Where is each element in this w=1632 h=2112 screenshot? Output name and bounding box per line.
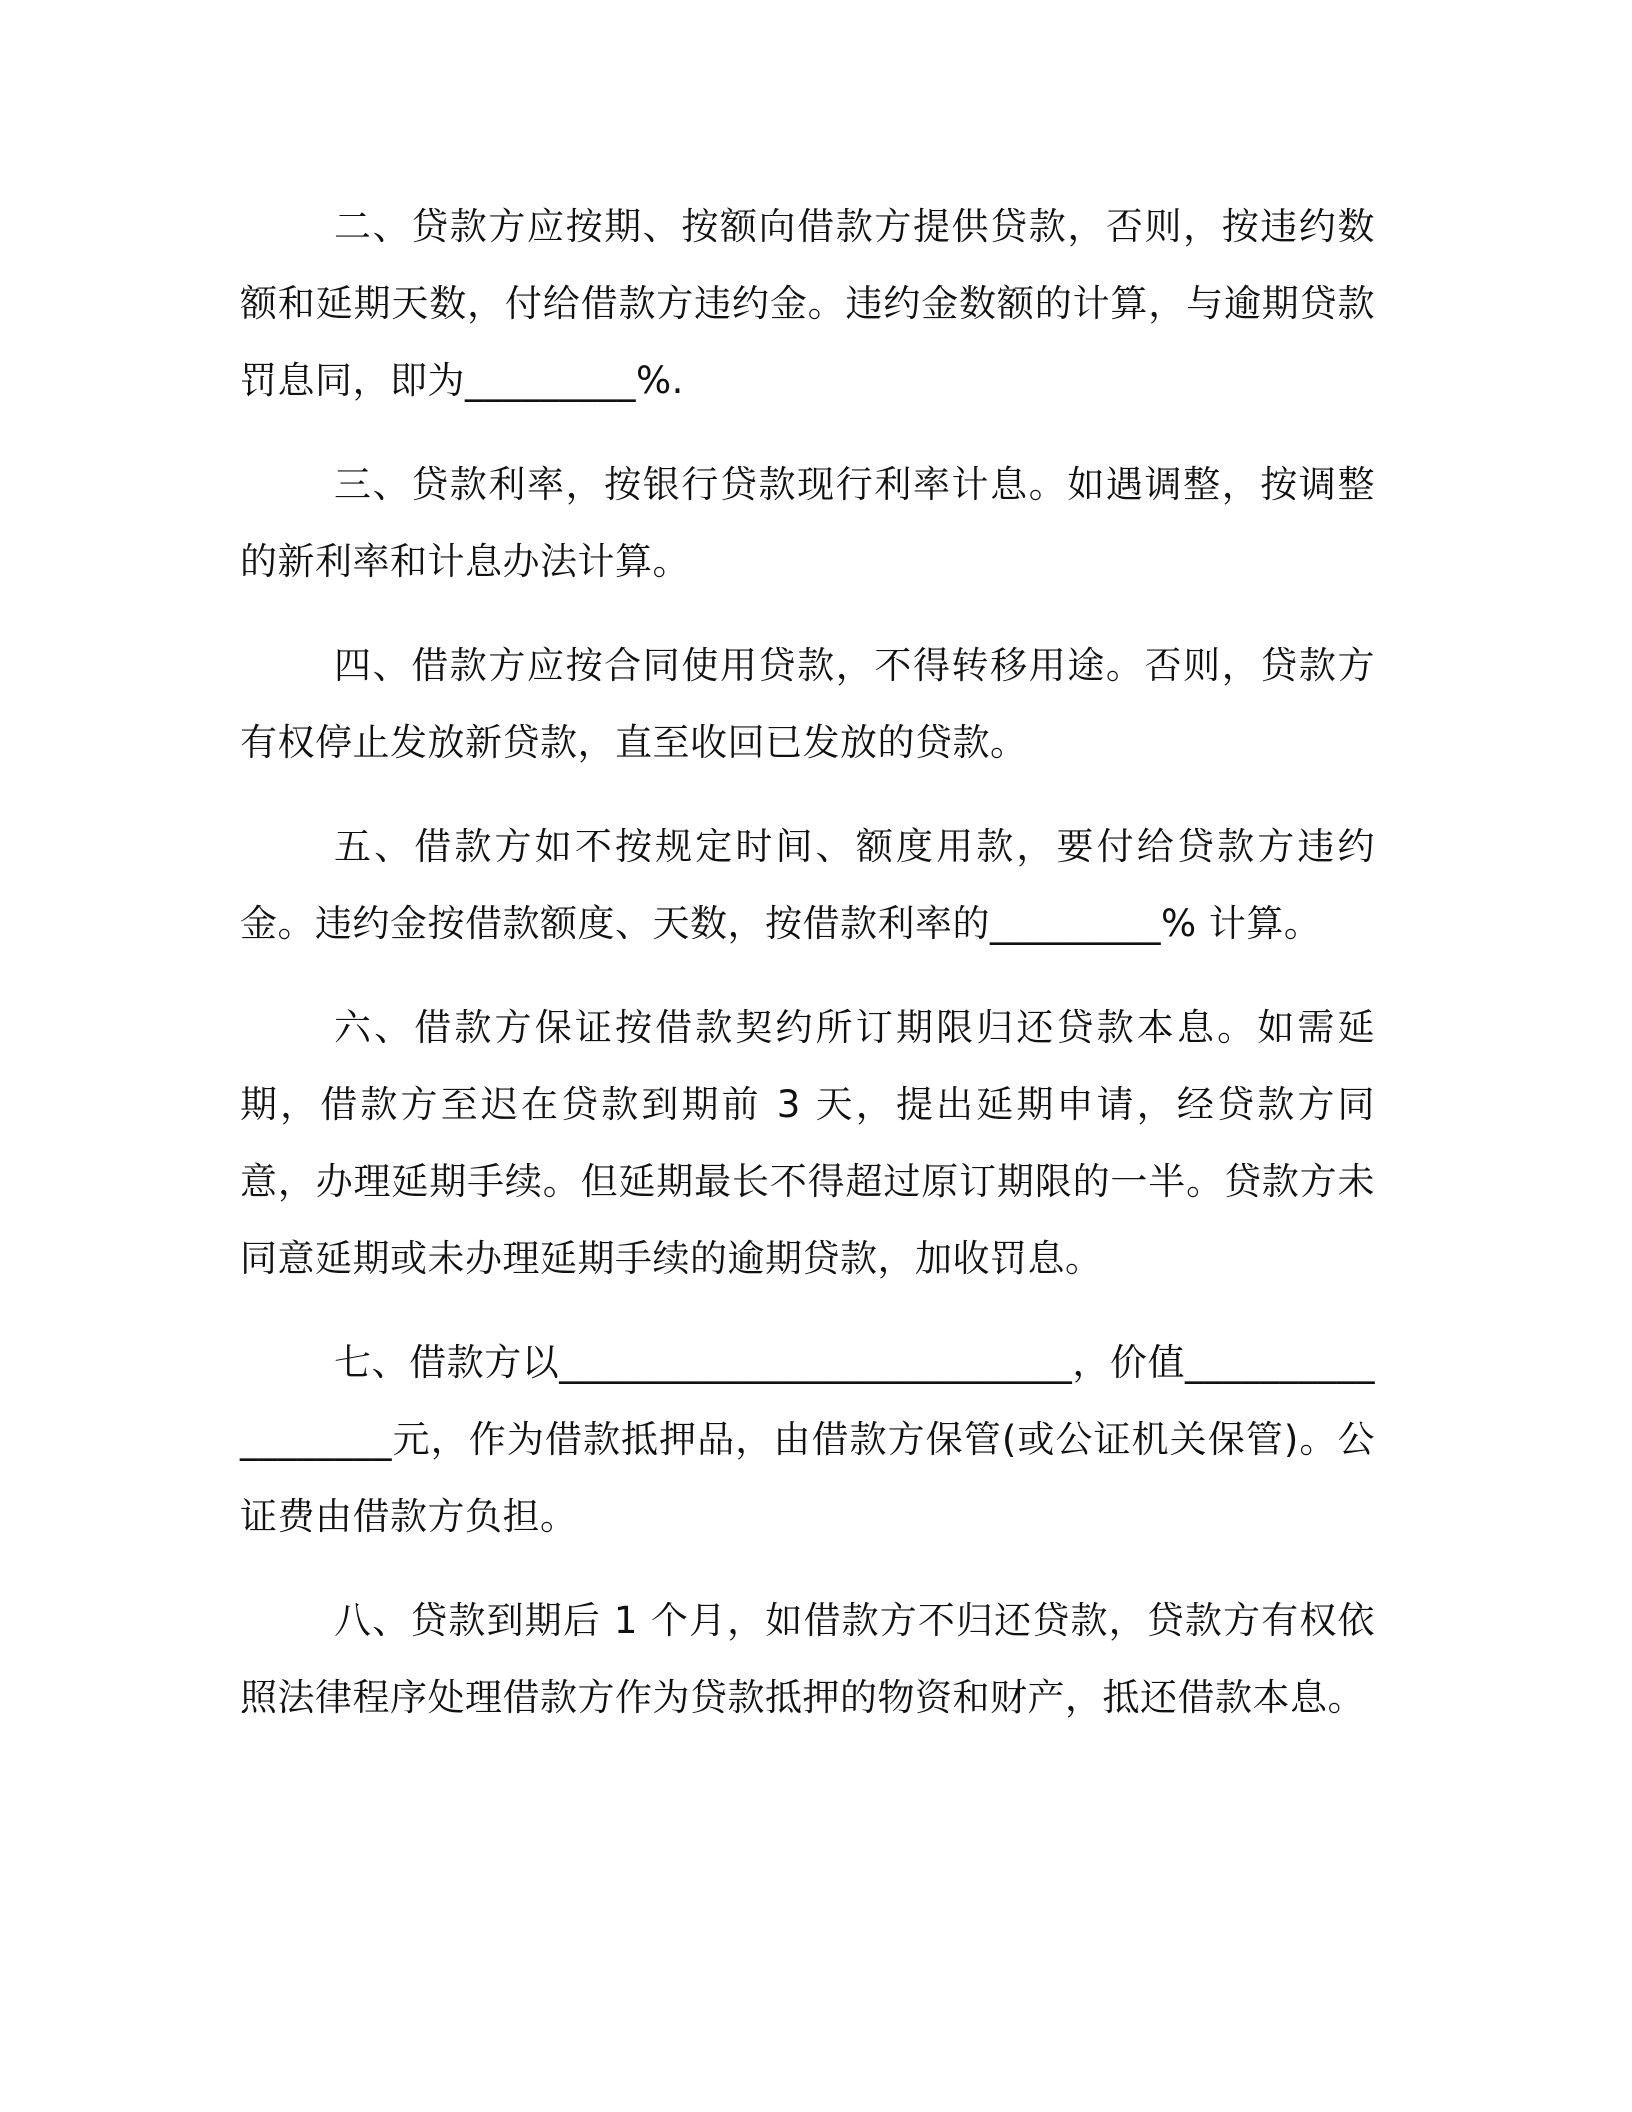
clause-5: 五、借款方如不按规定时间、额度用款，要付给贷款方违约金。违约金按借款额度、天数，按借款利率的_________% 计算。 <box>240 825 1375 945</box>
document-body <box>240 188 1375 1763</box>
clause-3: 三、贷款利率，按银行贷款现行利率计息。如遇调整，按调整的新利率和计息办法计算。 <box>240 463 1375 583</box>
clause-8: 八、贷款到期后 1 个月，如借款方不归还贷款，贷款方有权依照法律程序处理借款方作为贷款抵押的物资和财产，抵还借款本息。 <box>240 1599 1375 1719</box>
clause-2: 二、贷款方应按期、按额向借款方提供贷款，否则，按违约数额和延期天数，付给借款方违约金。违约金数额的计算，与逾期贷款罚息同，即为_________%. <box>240 205 1375 402</box>
clause-7: 七、借款方以___________________________，价值__________________元，作为借款抵押品，由借款方保管(或公证机关保管)。公证费由借款方负担。 <box>240 1341 1375 1538</box>
clause-4: 四、借款方应按合同使用贷款，不得转移用途。否则，贷款方有权停止发放新贷款，直至收回已发放的贷款。 <box>240 644 1375 764</box>
clause-6: 六、借款方保证按借款契约所订期限归还贷款本息。如需延期，借款方至迟在贷款到期前 3 天，提出延期申请，经贷款方同意，办理延期手续。但延期最长不得超过原订期限的一半。贷款方未同意延期或未办理延期手续的逾期贷款，加收罚息。 <box>240 1006 1375 1280</box>
